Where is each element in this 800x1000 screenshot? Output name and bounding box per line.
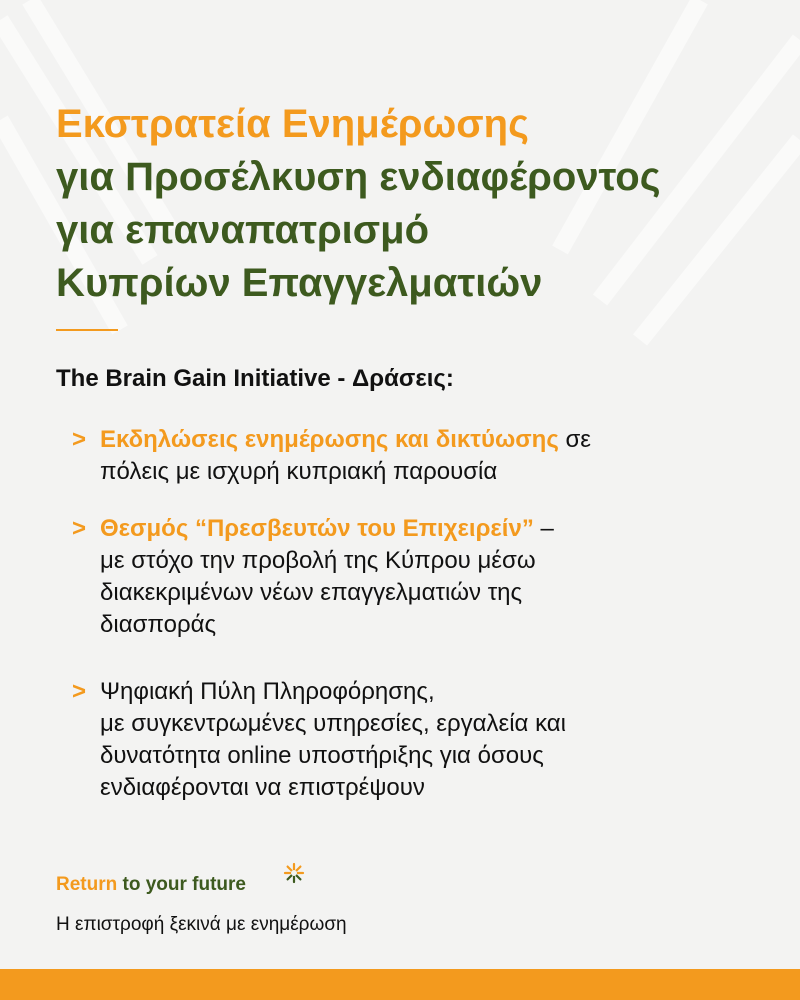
- tagline: Η επιστροφή ξεκινά με ενημέρωση: [56, 914, 347, 935]
- action-item-2-line-2: με στόχο την προβολή της Κύπρου μέσω: [100, 547, 536, 574]
- brand-slogan: [56, 874, 246, 896]
- title-line-2: για Προσέλκυση ενδιαφέροντος: [56, 155, 661, 199]
- action-item-3-line-3: δυνατότητα online υποστήριξης για όσους: [100, 742, 544, 769]
- title-divider: [56, 329, 118, 331]
- chevron-right-icon: >: [72, 426, 87, 453]
- title-line-1: Εκστρατεία Ενημέρωσης: [56, 102, 529, 146]
- action-item-3-line-2: με συγκεντρωμένες υπηρεσίες, εργαλεία και: [100, 710, 567, 737]
- action-item-3-text: Ψηφιακή Πύλη Πληροφόρησης,: [100, 678, 435, 705]
- title-line-3: για επαναπατρισμό: [56, 208, 430, 252]
- action-item-2-line-3: διακεκριμένων νέων επαγγελματιών της: [100, 579, 523, 606]
- action-item-1-line-1: [72, 424, 772, 456]
- action-item-2-line-4: διασποράς: [100, 611, 217, 638]
- brand-rest: to your future: [117, 874, 247, 895]
- chevron-right-icon: >: [72, 678, 87, 705]
- campaign-title: [56, 98, 776, 310]
- action-item-1-text: σε: [558, 426, 591, 453]
- brand-return-word: Return: [56, 874, 118, 895]
- action-item-1-line-2: πόλεις με ισχυρή κυπριακή παρουσία: [100, 458, 498, 485]
- action-item-3-line-4: ενδιαφέρονται να επιστρέψουν: [100, 774, 425, 801]
- action-item-2-highlight: Θεσμός “Πρεσβευτών του Επιχειρείν”: [100, 515, 534, 542]
- section-subtitle: The Brain Gain Initiative - Δράσεις:: [56, 365, 454, 392]
- sunburst-logo-icon: [283, 862, 305, 884]
- action-item-3-line-1: [72, 676, 772, 708]
- chevron-right-icon: >: [72, 515, 87, 542]
- action-item-3: [72, 676, 772, 804]
- bottom-accent-bar: [0, 969, 800, 1000]
- action-item-1: [72, 424, 772, 488]
- title-line-4: Κυπρίων Επαγγελματιών: [56, 261, 543, 305]
- action-item-2-line-1: [72, 513, 772, 545]
- action-item-2: [72, 513, 772, 641]
- action-item-2-text: –: [533, 515, 554, 542]
- action-item-1-highlight: Εκδηλώσεις ενημέρωσης και δικτύωσης: [100, 426, 559, 453]
